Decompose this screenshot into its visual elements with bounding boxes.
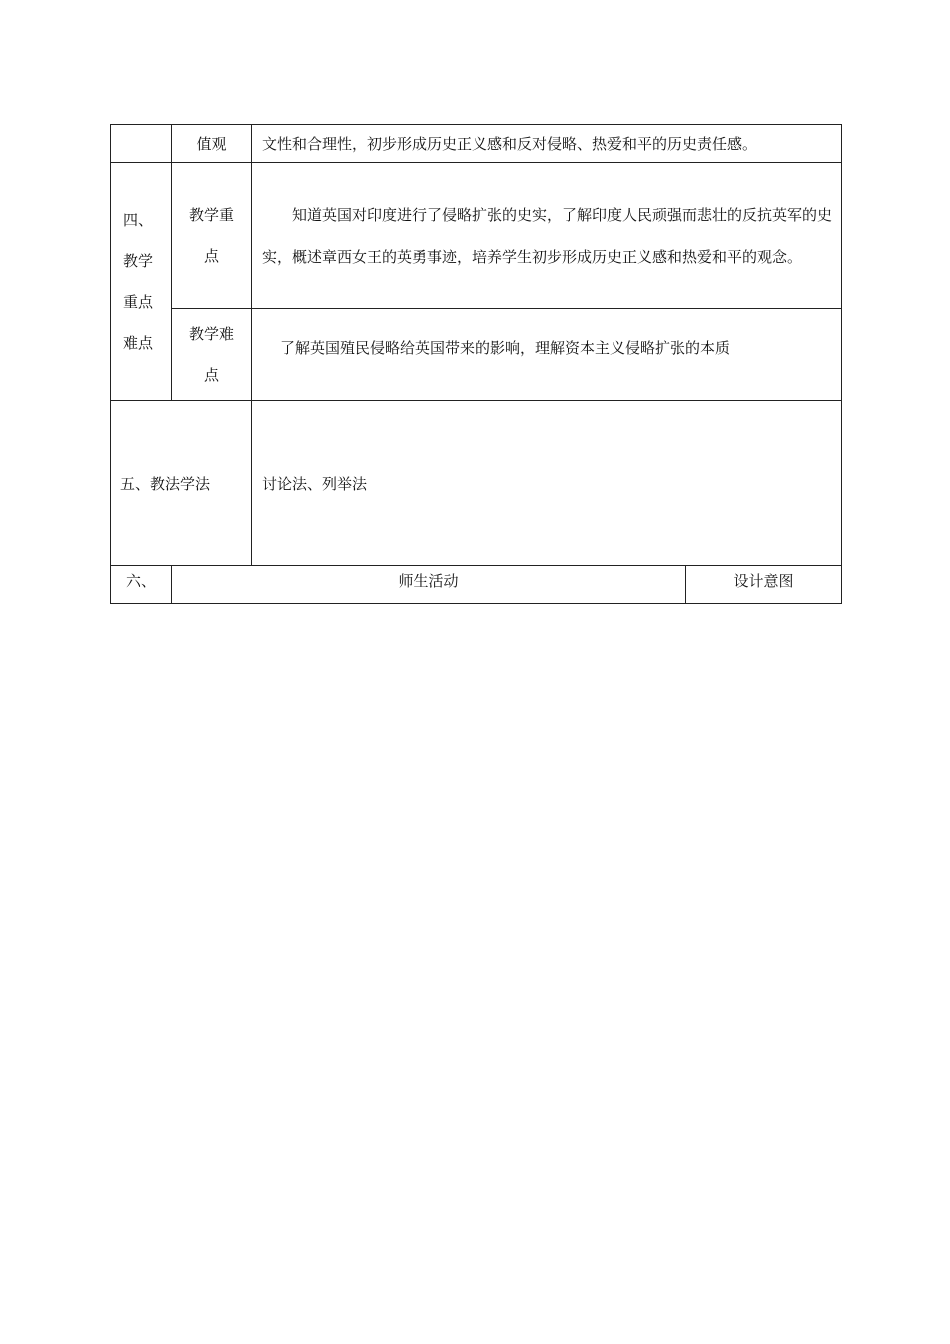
- difficult-points-label-cell: [172, 309, 252, 401]
- empty-cell: [111, 125, 172, 163]
- difficult-points-content-cell: [252, 309, 842, 401]
- values-sublabel-cell: [172, 125, 252, 163]
- section4-label-line: 难点: [123, 333, 154, 352]
- methods-content-cell: [252, 401, 842, 566]
- table-row-key-points: [111, 163, 842, 309]
- section4-label-cell: [111, 163, 172, 401]
- key-points-label-line: 教学重: [188, 205, 234, 224]
- table-row-values: [111, 125, 842, 163]
- section6-label: 六、: [125, 572, 156, 590]
- activity-header: 师生活动: [398, 572, 459, 590]
- activity-header-cell: [172, 566, 686, 604]
- methods-content: 讨论法、列举法: [262, 474, 368, 493]
- intent-header-cell: [686, 566, 842, 604]
- section4-label-line: 重点: [123, 292, 154, 311]
- values-sublabel: 值观: [196, 135, 227, 153]
- key-points-content: 知道英国对印度进行了侵略扩张的史实，了解印度人民顽强而悲壮的反抗英军的史实，概述章西女王的英勇事迹，培养学生初步形成历史正义感和热爱和平的观念。: [262, 205, 833, 266]
- methods-label-cell: [111, 401, 252, 566]
- values-content: 文性和合理性，初步形成历史正义感和反对侵略、热爱和平的历史责任感。: [262, 135, 758, 153]
- methods-label: 五、教法学法: [120, 474, 211, 493]
- table-row-activities-header: [111, 566, 842, 604]
- section6-label-cell: [111, 566, 172, 604]
- difficult-points-label-line: 点: [203, 365, 219, 384]
- key-points-label-line: 点: [203, 246, 219, 265]
- difficult-points-content: 了解英国殖民侵略给英国带来的影响，理解资本主义侵略扩张的本质: [280, 339, 731, 357]
- lesson-plan-table: [110, 124, 842, 604]
- difficult-points-label-line: 教学难: [188, 324, 234, 343]
- intent-header: 设计意图: [733, 572, 794, 590]
- section4-label-line: 四、: [123, 210, 154, 229]
- values-content-cell: [252, 125, 842, 163]
- key-points-label-cell: [172, 163, 252, 309]
- table-row-difficult-points: [111, 309, 842, 401]
- section4-label-line: 教学: [123, 251, 154, 270]
- key-points-content-cell: [252, 163, 842, 309]
- table-row-methods: [111, 401, 842, 566]
